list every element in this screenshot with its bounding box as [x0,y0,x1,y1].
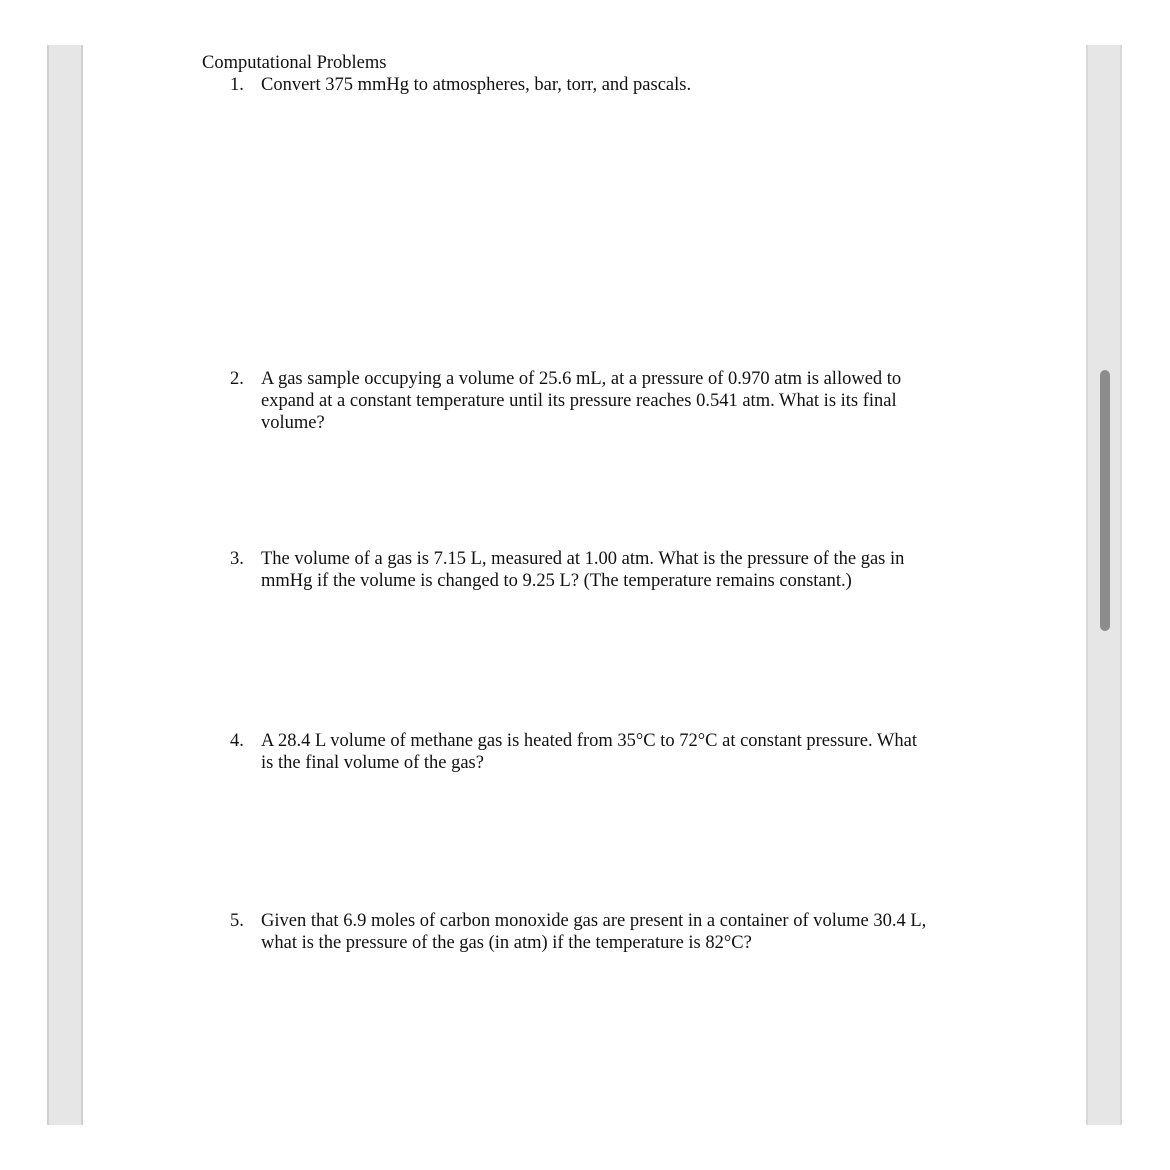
problem-number: 2. [230,369,244,389]
problem-text: A gas sample occupying a volume of 25.6 mL, at a pressure of 0.970 atm is allowed to expand at a constant temperature until its pressure reaches 0.541 atm. What is its final volume? [261,369,902,433]
problem-number: 5. [230,911,244,931]
left-page-gutter [47,45,83,1125]
section-heading: Computational Problems [202,53,387,73]
problem-item [230,730,980,774]
problem-number: 4. [230,731,244,751]
problem-number: 1. [230,75,244,95]
problem-text: Given that 6.9 moles of carbon monoxide gas are present in a container of volume 30.4 L, what is the pressure of the gas (in atm) if the temperature is 82°C? [261,911,927,953]
problem-text: Convert 375 mmHg to atmospheres, bar, torr, and pascals. [261,75,692,95]
problem-text: The volume of a gas is 7.15 L, measured at 1.00 atm. What is the pressure of the gas in mmHg if the volume is changed to 9.25 L? (The temperature remains constant.) [261,549,905,591]
problem-number: 3. [230,549,244,569]
problem-item [230,548,980,592]
scrollbar-thumb[interactable] [1100,370,1110,631]
problem-text: A 28.4 L volume of methane gas is heated from 35°C to 72°C at constant pressure. What is the final volume of the gas? [261,731,917,773]
problem-item [230,910,980,954]
problem-item [230,74,980,96]
problem-item [230,368,980,434]
